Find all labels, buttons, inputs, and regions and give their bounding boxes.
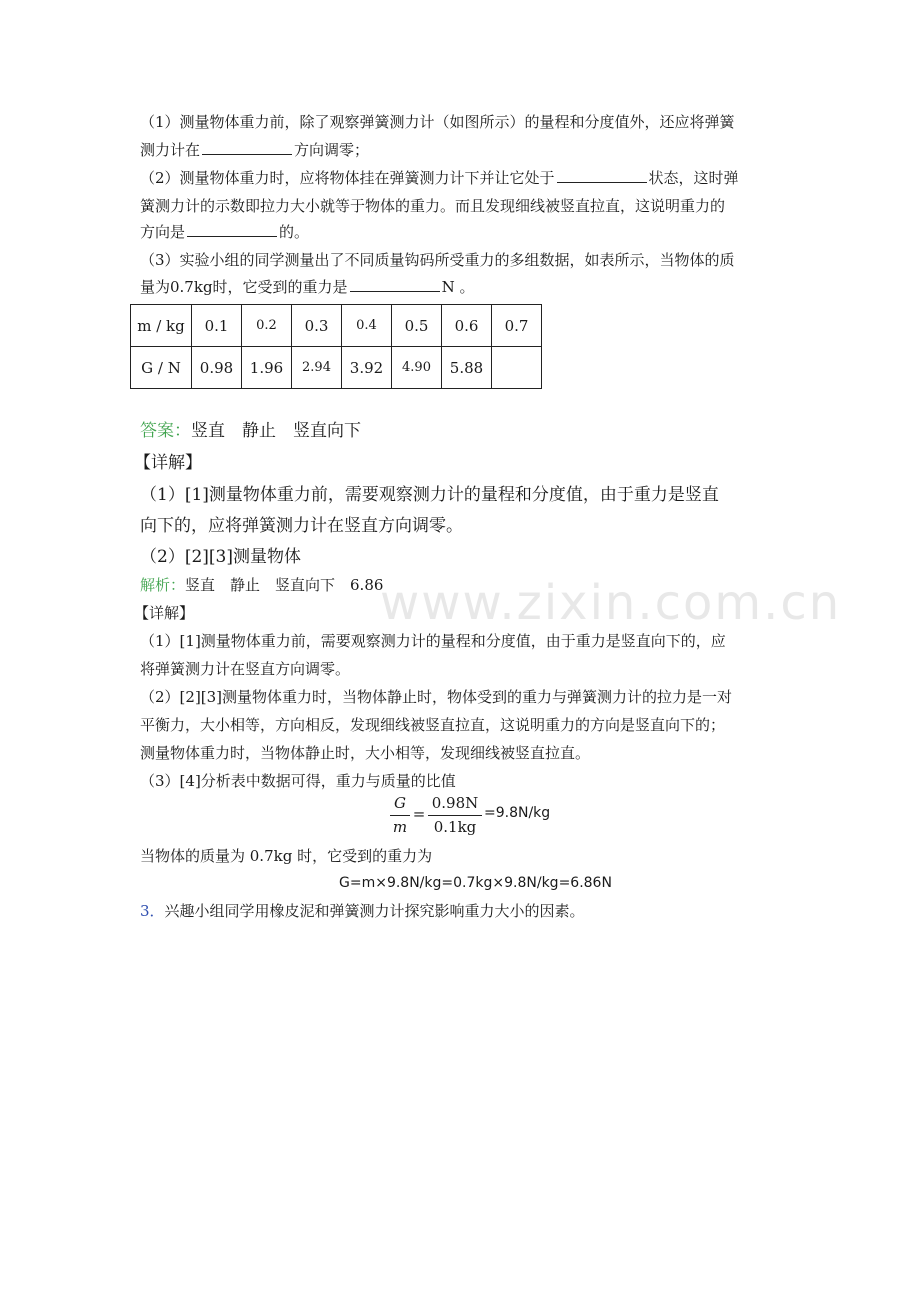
answer-label: 答案： xyxy=(140,421,191,441)
weight-formula: G=m×9.8N/kg=0.7kg×9.8N/kg=6.86N xyxy=(339,875,612,891)
formula-numerator-value: 0.98N xyxy=(431,794,479,812)
answer-blank-2 xyxy=(557,167,647,183)
analysis-3-line1: （3）[4]分析表中数据可得，重力与质量的比值 xyxy=(140,772,456,790)
table-row xyxy=(131,347,542,389)
analysis-1-line1: （1）[1]测量物体重力前，需要观察测力计的量程和分度值，由于重力是竖直向下的，应 xyxy=(140,632,726,650)
fraction-bar xyxy=(428,815,482,816)
question-part3-line1: （3）实验小组的同学测量出了不同质量钩码所受重力的多组数据，如表所示，当物体的质 xyxy=(140,251,735,269)
table-row xyxy=(131,305,542,347)
text: 量为0.7kg时，它受到的重力是 xyxy=(140,278,348,296)
table-cell: 0.7 xyxy=(492,305,542,347)
question-part2-line1 xyxy=(140,164,739,192)
formula-numerator-g: G xyxy=(394,794,406,812)
table-cell: 1.96 xyxy=(242,347,292,389)
answer-detail-1-line2: 向下的，应将弹簧测力计在竖直方向调零。 xyxy=(140,516,463,536)
table-cell: 0.1 xyxy=(192,305,242,347)
table-cell: 3.92 xyxy=(342,347,392,389)
text: 方向是 xyxy=(140,223,186,241)
fraction-bar xyxy=(390,815,410,816)
table-cell: 0.2 xyxy=(242,305,292,347)
formula-equals: = xyxy=(412,805,426,823)
mass-weight-table xyxy=(130,304,542,389)
table-cell: 2.94 xyxy=(292,347,342,389)
analysis-2-line2: 平衡力，大小相等，方向相反，发现细线被竖直拉直，这说明重力的方向是竖直向下的； xyxy=(140,716,726,734)
table-cell: 5.88 xyxy=(442,347,492,389)
answer-detail-1-line1: （1）[1]测量物体重力前，需要观察测力计的量程和分度值，由于重力是竖直 xyxy=(140,485,719,505)
analysis-text: 竖直 静止 竖直向下 6.86 xyxy=(185,576,384,594)
text: 测力计在 xyxy=(140,141,201,159)
analysis-2-line1: （2）[2][3]测量物体重力时，当物体静止时，物体受到的重力与弹簧测力计的拉力是一对 xyxy=(140,688,733,706)
question-text: 兴趣小组同学用橡皮泥和弹簧测力计探究影响重力大小的因素。 xyxy=(164,902,585,920)
table-header-mass: m / kg xyxy=(131,305,192,347)
formula-denominator-m: m xyxy=(392,818,408,836)
answer-text: 竖直 静止 竖直向下 xyxy=(191,421,361,441)
table-header-weight: G / N xyxy=(131,347,192,389)
answer-detail-title: 【详解】 xyxy=(134,453,202,473)
table-cell-empty xyxy=(492,347,542,389)
question-number: 3． xyxy=(140,902,165,920)
answer-blank-4 xyxy=(350,276,440,292)
table-cell: 0.5 xyxy=(392,305,442,347)
answer-blank-3 xyxy=(187,221,277,237)
next-question xyxy=(140,897,585,926)
question-part1-line2 xyxy=(140,136,369,164)
formula-denominator-value: 0.1kg xyxy=(433,818,477,836)
analysis-3-line2: 当物体的质量为 0.7kg 时，它受到的重力为 xyxy=(140,847,433,865)
analysis-label: 解析： xyxy=(140,576,186,594)
question-part2-line2: 簧测力计的示数即拉力大小就等于物体的重力。而且发现细线被竖直拉直，这说明重力的 xyxy=(140,197,726,215)
table-cell: 0.3 xyxy=(292,305,342,347)
analysis-1-line2: 将弹簧测力计在竖直方向调零。 xyxy=(140,660,351,678)
answer-line xyxy=(140,415,361,447)
watermark: www.zixin.com.cn xyxy=(380,575,842,631)
table-cell: 0.6 xyxy=(442,305,492,347)
analysis-line xyxy=(140,571,383,600)
table-cell: 0.4 xyxy=(342,305,392,347)
text: 状态，这时弹 xyxy=(648,169,739,187)
text: 方向调零； xyxy=(294,141,370,159)
text: N 。 xyxy=(441,278,475,296)
question-part3-line2 xyxy=(140,273,474,301)
analysis-detail-title: 【详解】 xyxy=(134,604,195,622)
analysis-2-line3: 测量物体重力时，当物体静止时，大小相等，发现细线被竖直拉直。 xyxy=(140,744,591,762)
answer-blank-1 xyxy=(202,139,292,155)
table-cell: 4.90 xyxy=(392,347,442,389)
question-part1-line1: （1）测量物体重力前，除了观察弹簧测力计（如图所示）的量程和分度值外，还应将弹簧 xyxy=(140,113,735,131)
formula-result: =9.8N/kg xyxy=(484,805,551,821)
question-part2-line3 xyxy=(140,218,309,246)
table-cell: 0.98 xyxy=(192,347,242,389)
text: （2）测量物体重力时，应将物体挂在弹簧测力计下并让它处于 xyxy=(140,169,555,187)
text: 的。 xyxy=(279,223,310,241)
answer-detail-2-line1: （2）[2][3]测量物体 xyxy=(140,547,301,567)
